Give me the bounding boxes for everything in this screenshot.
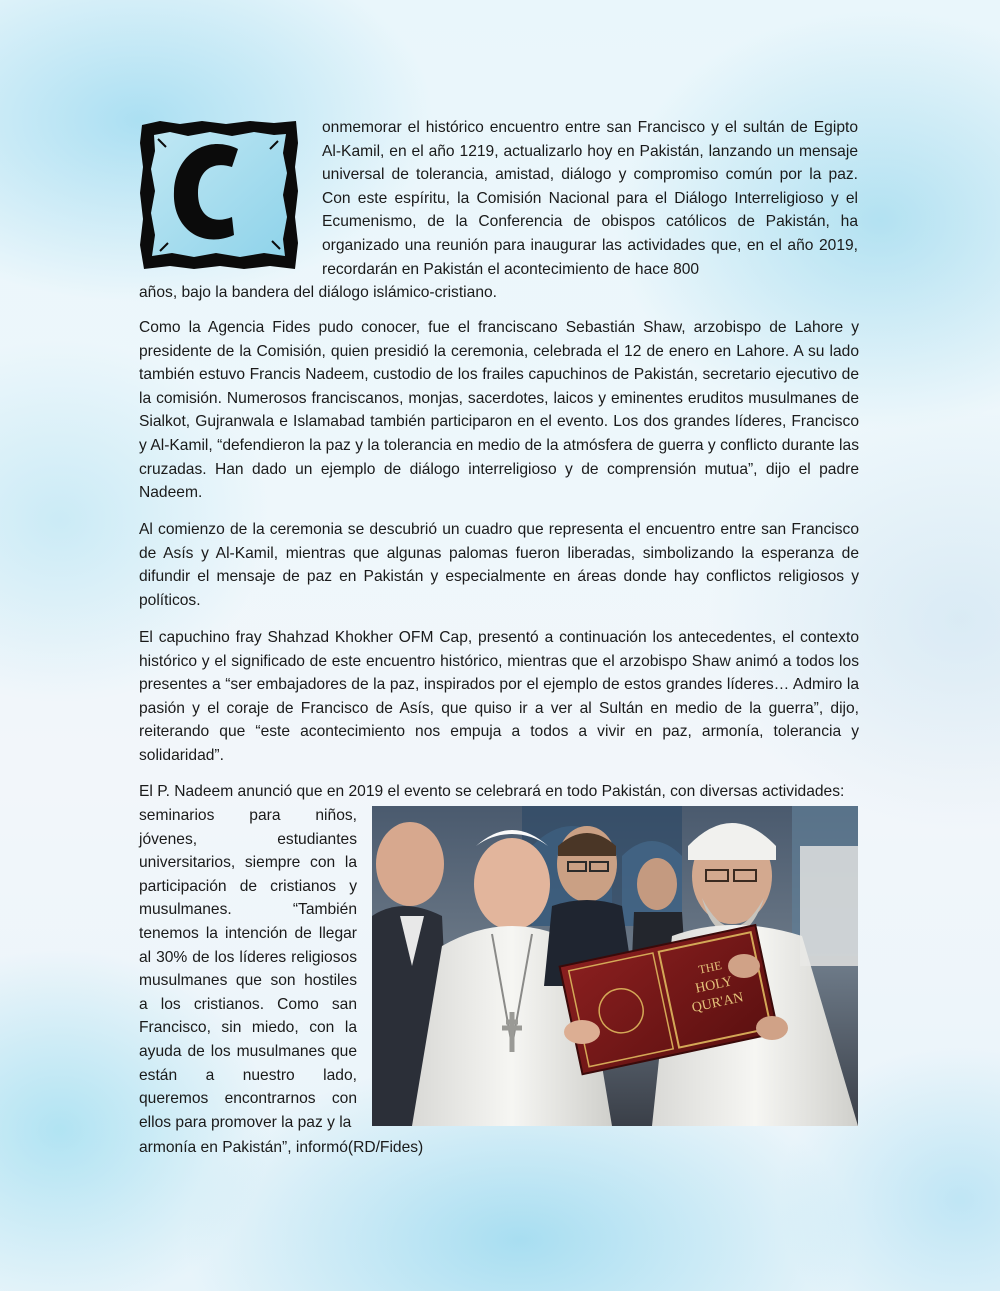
paragraph-1-body: onmemorar el histórico encuentro entre san Francisco y el sultán de Egipto Al-Kamil, en el año 1219, actualizarlo hoy en Pakistán, lanzando un mensaje universal de tolerancia, amistad, diálogo y compromiso común por la paz. Con este espíritu, la Comisión Nacional para el Diálogo Interreligioso y el Ecumenismo, de la Conferencia de obispos católicos de Pakistán, ha organizado una reunión para inaugurar las actividades que, en el año 2019, recordarán en Pakistán el acontecimiento de hace 800 [322,119,858,278]
paragraph-5-side-text: seminarios para niños, jóvenes, estudiantes universitarios, siempre con la participación de cristianos y musulmanes. “También tenemos la intención de llegar al 30% de los líderes religiosos musulmanes que son hostiles a los cristianos. Como san Francisco, sin miedo, con la ayuda de los musulmanes que están a nuestro lado, queremos encontrarnos con ellos para promover la paz y la [139,807,357,1131]
book-title-line3: QUR'AN [690,990,745,1016]
book-title-line2: HOLY [694,974,734,997]
book-title-line1: THE [697,958,723,977]
paragraph-2: Como la Agencia Fides pudo conocer, fue el franciscano Sebastián Shaw, arzobispo de Lahore y presidente de la Comisión, quien presidió la ceremonia, celebrada el 12 de enero en Lahore. A su lado también estuvo Francis Nadeem, custodio de los frailes capuchinos de Pakistán, secretario ejecutivo de la comisión. Numerosos franciscanos, monjas, sacerdotes, laicos y eminentes eruditos musulmanes de Sialkot, Gujranwala e Islamabad también participaron en el evento. Los dos grandes líderes, Francisco y Al-Kamil, “defendieron la paz y la tolerancia en medio de la atmósfera de guerra y conflicto durante las cruzadas. Han dado un ejemplo de diálogo interreligioso y de comprensión mutua”, dijo el padre Nadeem. [139,319,859,502]
photo-quran-meeting [372,806,858,1126]
paragraph-1-last-line: años, bajo la bandera del diálogo islámico-cristiano. [139,284,498,301]
paragraph-4: El capuchino fray Shahzad Khokher OFM Cap, presentó a continuación los antecedentes, el contexto histórico y el significado de este encuentro histórico, mientras que el arzobispo Shaw animó a todos los presentes a “ser embajadores de la paz, inspirados por el ejemplo de estos grandes líderes… Admiro la pasión y el coraje de Francisco de Asís, que quiso ir a ver al Sultán en medio de la guerra”, dijo, reiterando que “este acontecimiento nos empuja a todos a vivir en paz, armonía, tolerancia y solidaridad”. [139,629,859,764]
paragraph-5-first-line: El P. Nadeem anunció que en 2019 el evento se celebrará en todo Pakistán, con diversas actividades: [139,783,845,800]
paragraph-5-tail: armonía en Pakistán”, informó(RD/Fides) [139,1139,424,1156]
paragraph-3: Al comienzo de la ceremonia se descubrió un cuadro que representa el encuentro entre san Francisco de Asís y Al-Kamil, mientras que algunas palomas fueron liberadas, simbolizando la esperanza de difundir el mensaje de paz en Pakistán y especialmente en áreas donde hay conflictos religiosos y políticos. [139,521,859,609]
dropcap-c-icon [140,121,298,269]
